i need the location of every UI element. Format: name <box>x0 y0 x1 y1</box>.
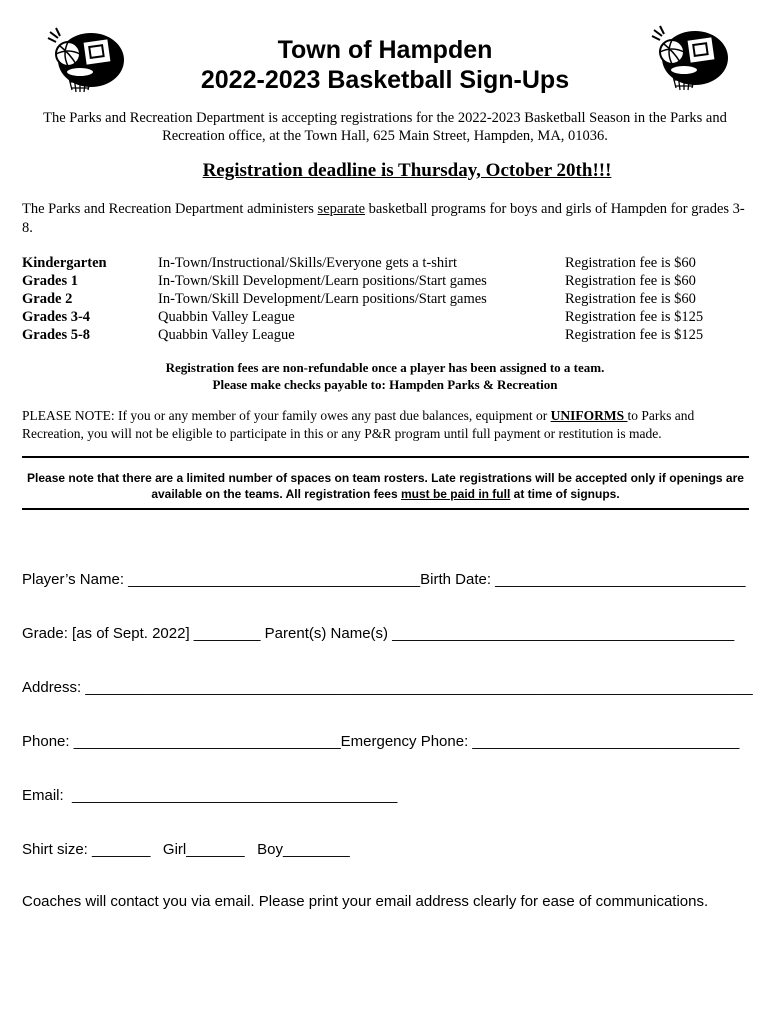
fees-note <box>0 359 770 393</box>
fees-note-line1: Registration fees are non-refundable once a player has been assigned to a team. <box>165 360 605 375</box>
shirt-size-field[interactable]: Shirt size: _______ Girl_______ Boy________ <box>22 841 350 858</box>
admin-text-after: basketball programs for boys and girls of Hampden for grades 3-8. <box>22 201 745 236</box>
grade-parent-field[interactable]: Grade: [as of Sept. 2022] ________ Parent(s) Name(s) _________________________________________ <box>22 625 735 642</box>
registration-deadline: Registration deadline is Thursday, October 20th!!! <box>202 160 612 181</box>
program-fee: Registration fee is $60 <box>565 291 696 307</box>
coaches-note: Coaches will contact you via email. Please print your email address clearly for ease of communications. <box>22 893 709 910</box>
program-description: In-Town/Skill Development/Learn positions/Start games <box>158 273 487 289</box>
email-field[interactable]: Email: _______________________________________ <box>22 787 398 804</box>
program-description: Quabbin Valley League <box>158 327 295 343</box>
divider <box>22 508 749 510</box>
please-note-before: PLEASE NOTE: If you or any member of your family owes any past due balances, equipment or <box>22 408 551 423</box>
program-description: In-Town/Instructional/Skills/Everyone gets a t-shirt <box>158 255 457 271</box>
program-fee: Registration fee is $60 <box>565 255 696 271</box>
phone-field[interactable]: Phone: ________________________________Emergency Phone: ________________________________ <box>22 733 740 750</box>
program-grade: Grade 2 <box>22 291 73 307</box>
please-note-emphasis: UNIFORMS <box>550 408 628 423</box>
page-subtitle: 2022-2023 Basketball Sign-Ups <box>200 66 570 94</box>
admin-paragraph <box>22 200 748 238</box>
player-name-birthdate-field[interactable]: Player’s Name: ___________________________________Birth Date: ______________________________ <box>22 571 746 588</box>
page-title: Town of Hampden <box>277 36 493 64</box>
program-description: In-Town/Skill Development/Learn positions/Start games <box>158 291 487 307</box>
program-description: Quabbin Valley League <box>158 309 295 325</box>
program-grade: Grades 3-4 <box>22 309 91 325</box>
please-note-after: to Parks and Recreation, you will not be eligible to participate in this or any P&R program until full payment or restitution is made. <box>22 408 695 441</box>
address-field[interactable]: Address: ________________________________________________________________________________ <box>22 679 753 696</box>
divider <box>22 456 749 458</box>
limited-before: Please note that there are a limited number of spaces on team rosters. Late registrations will be accepted only if openings are available on the teams. All registration fees <box>27 471 744 501</box>
intro-paragraph: The Parks and Recreation Department is accepting registrations for the 2022-2023 Basketball Season in the Parks and Recreation office, at the Town Hall, 625 Main Street, Hampden, MA, 01036. <box>43 110 727 144</box>
limited-after: at time of signups. <box>510 487 620 501</box>
program-grade: Kindergarten <box>22 255 107 271</box>
program-fee: Registration fee is $125 <box>565 309 704 325</box>
fees-note-line2: Please make checks payable to: Hampden Parks & Recreation <box>212 377 558 392</box>
program-grade: Grades 1 <box>22 273 78 289</box>
limited-spaces-notice <box>22 470 749 502</box>
please-note-paragraph <box>22 407 752 443</box>
program-grade: Grades 5-8 <box>22 327 91 343</box>
limited-underlined: must be paid in full <box>400 487 511 501</box>
admin-text-before: The Parks and Recreation Department administers <box>22 201 318 217</box>
program-fee: Registration fee is $60 <box>565 273 696 289</box>
program-fee: Registration fee is $125 <box>565 327 704 343</box>
admin-text-underlined: separate <box>317 201 366 217</box>
